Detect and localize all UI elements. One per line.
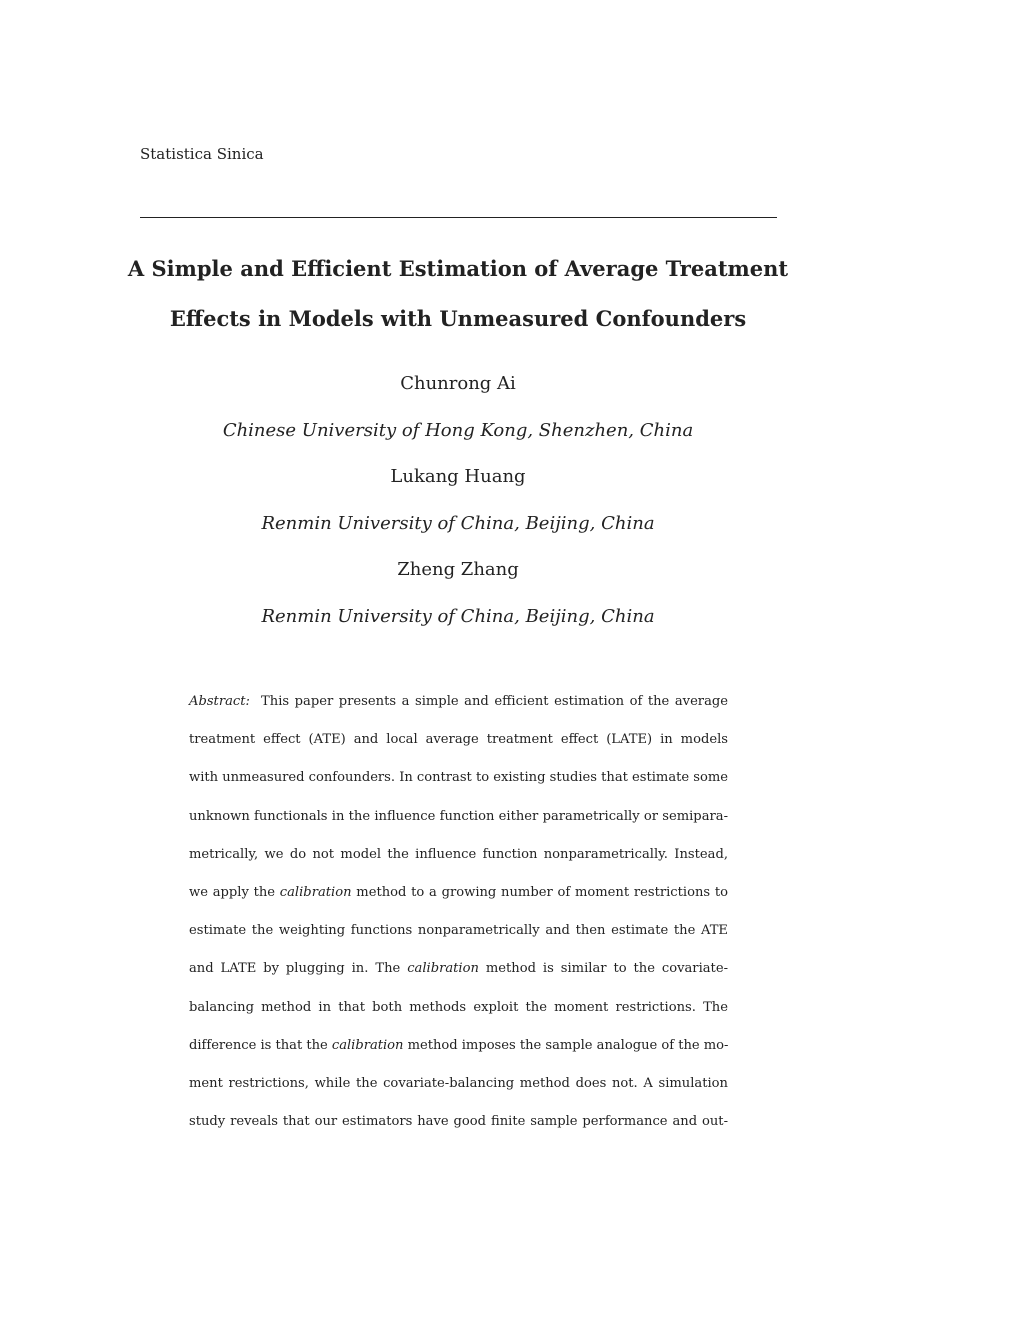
abstract-label: Abstract: (189, 694, 250, 709)
abstract-line (189, 874, 728, 912)
abstract-line (189, 950, 728, 988)
author-affiliation: Renmin University of China, Beijing, China (261, 606, 655, 627)
abstract-line: study reveals that our estimators have good finite sample performance and out- (189, 1114, 728, 1130)
emphasis-calibration: calibration (279, 885, 352, 901)
abstract-text: we apply the (189, 885, 280, 901)
author-affiliation: Chinese University of Hong Kong, Shenzhen, China (222, 420, 694, 441)
abstract-line: ment restrictions, while the covariate-balancing method does not. A simulation (189, 1076, 728, 1092)
abstract-line (189, 1027, 728, 1065)
abstract-line (189, 683, 728, 721)
abstract-text: difference is that the (189, 1037, 332, 1053)
author-name: Zheng Zhang (397, 559, 519, 580)
author-name: Lukang Huang (390, 466, 526, 487)
abstract-line: metrically, we do not model the influence function nonparametrically. Instead, (189, 846, 728, 862)
paper-title-line-1: A Simple and Efficient Estimation of Average Treatment (127, 256, 789, 281)
journal-name: Statistica Sinica (140, 145, 264, 163)
paper-title-line-2: Effects in Models with Unmeasured Confounders (169, 306, 747, 331)
abstract-text: method imposes the sample analogue of the mo- (403, 1037, 729, 1053)
abstract (189, 683, 728, 1141)
abstract-text: method to a growing number of moment restrictions to (351, 885, 728, 901)
emphasis-calibration: calibration (407, 961, 479, 977)
abstract-line: with unmeasured confounders. In contrast to existing studies that estimate some (189, 770, 728, 786)
abstract-line: unknown functionals in the influence function either parametrically or semipara- (189, 808, 728, 824)
abstract-line: balancing method in that both methods exploit the moment restrictions. The (189, 999, 728, 1015)
abstract-line: treatment effect (ATE) and local average treatment effect (LATE) in models (189, 732, 728, 748)
abstract-text: and LATE by plugging in. The (189, 961, 408, 977)
abstract-line: estimate the weighting functions nonparametrically and then estimate the ATE (189, 923, 728, 939)
author-affiliation: Renmin University of China, Beijing, China (261, 513, 655, 534)
abstract-text: method is similar to the covariate- (478, 961, 728, 977)
author-name: Chunrong Ai (400, 373, 516, 394)
header-rule (140, 217, 777, 218)
emphasis-calibration: calibration (331, 1037, 404, 1053)
abstract-text: This paper presents a simple and efficient estimation of the average (261, 694, 729, 709)
